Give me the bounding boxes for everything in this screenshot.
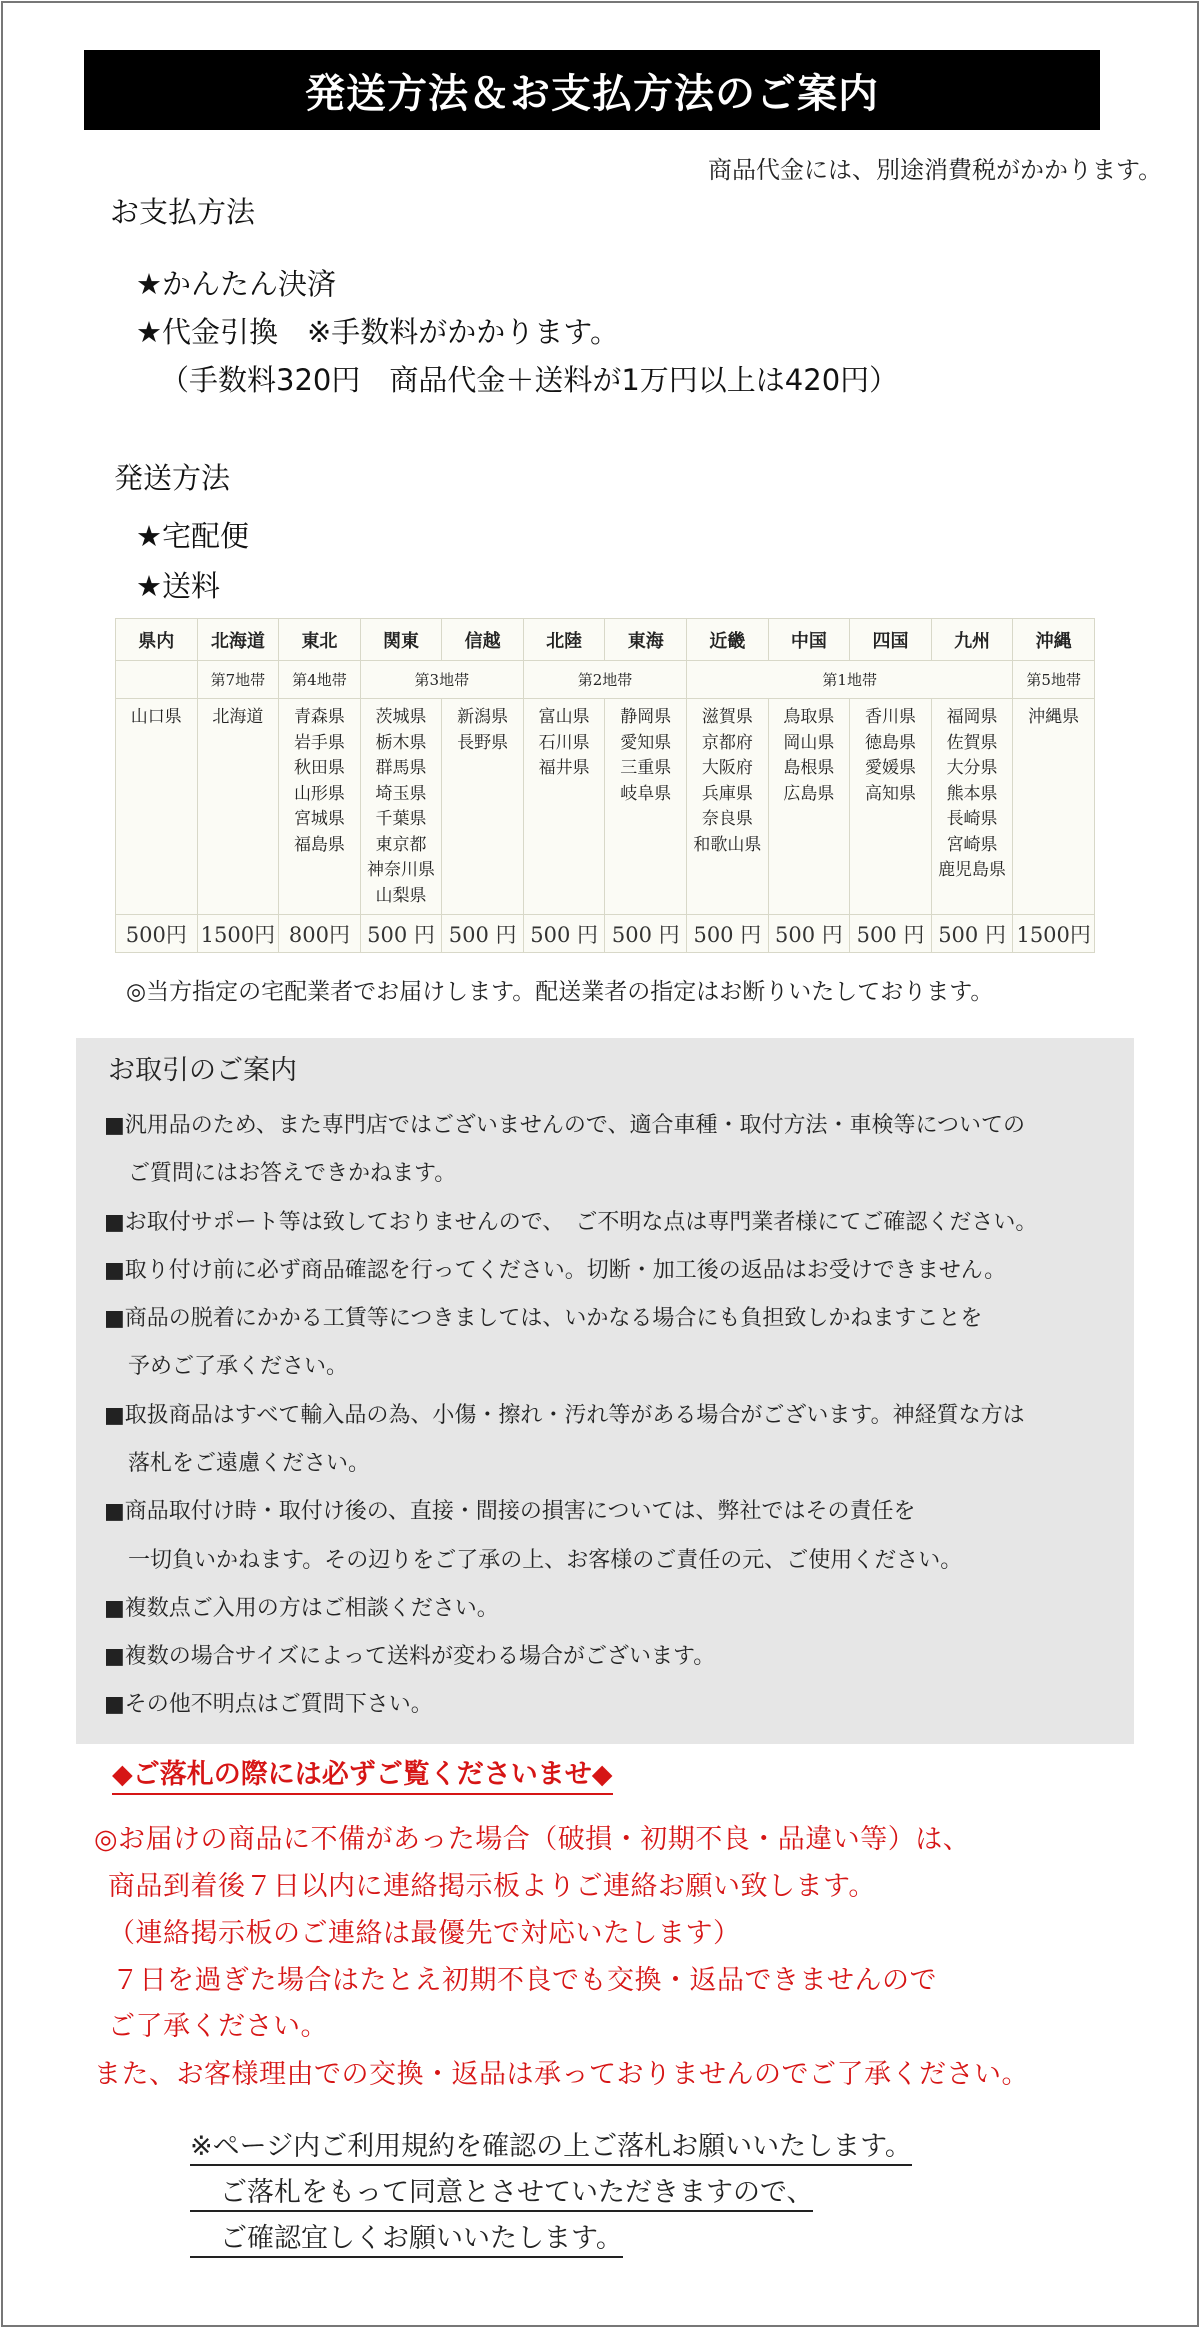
page-title: 発送方法＆お支払方法のご案内 (84, 50, 1100, 130)
transaction-line: 一切負いかねます。その辺りをご了承の上、お客様のご責任の元、ご使用ください。 (128, 1548, 963, 1573)
transaction-line: ■お取付サポート等は致しておりませんので、 ご不明な点は専門業者様にてご確認ください。 (104, 1210, 1038, 1235)
prefecture: 高知県 (864, 783, 916, 804)
prefecture: 福島県 (293, 834, 345, 855)
payment-heading: お支払方法 (110, 195, 256, 229)
price-cell: 800円 (279, 915, 361, 953)
prefecture: 埼玉県 (375, 783, 427, 804)
transaction-line: ■複数の場合サイズによって送料が変わる場合がございます。 (104, 1644, 716, 1669)
transaction-line: ■取り付け前に必ず商品確認を行ってください。切断・加工後の返品はお受けできません。 (104, 1258, 1007, 1283)
zone-cell (116, 661, 198, 699)
delivery-note: ◎当方指定の宅配業者でお届けします。配送業者の指定はお断りいたしております。 (126, 979, 994, 1005)
price-cell: 500 円 (360, 915, 442, 953)
price-cell: 1500円 (197, 915, 279, 953)
notice-line: ◎お届けの商品に不備があった場合（破損・初期不良・品違い等）は、 (94, 1824, 971, 1855)
shipping-line: ★送料 (136, 569, 220, 603)
transaction-line: ■複数点ご入用の方はご相談ください。 (104, 1596, 499, 1621)
notice-line: 商品到着後７日以内に連絡掲示板よりご連絡お願い致します。 (108, 1871, 876, 1902)
transaction-line: ご質問にはお答えできかねます。 (128, 1161, 457, 1186)
prefecture: 神奈川県 (367, 860, 436, 880)
prefecture: 京都府 (701, 732, 753, 753)
prefecture-cell (931, 699, 1013, 915)
price-cell: 500 円 (442, 915, 524, 953)
agreement-line: ご確認宜しくお願いいたします。 (190, 2216, 623, 2258)
price-row (116, 915, 1095, 953)
agreement-line: ※ページ内ご利用規約を確認の上ご落札お願いいたします。 (190, 2124, 912, 2166)
prefecture: 山口県 (130, 707, 182, 727)
prefecture: 鳥取県 (783, 707, 835, 727)
region-cell: 信越 (442, 619, 524, 661)
region-cell: 関東 (360, 619, 442, 661)
region-cell: 北海道 (197, 619, 279, 661)
price-cell: 500 円 (523, 915, 605, 953)
zone-cell: 第7地帯 (197, 661, 279, 699)
region-cell: 東海 (605, 619, 687, 661)
agreement-line: ご落札をもって同意とさせていただきますので、 (190, 2170, 813, 2212)
prefecture-cell (279, 699, 361, 915)
transaction-heading: お取引のご案内 (108, 1055, 297, 1086)
prefecture: 茨城県 (375, 707, 427, 727)
prefecture: 宮城県 (293, 809, 345, 829)
price-cell: 1500円 (1013, 915, 1095, 953)
price-cell: 500 円 (605, 915, 687, 953)
prefecture: 長崎県 (946, 809, 998, 829)
prefecture: 福岡県 (946, 707, 998, 727)
prefecture: 大分県 (946, 758, 998, 778)
prefecture: 滋賀県 (701, 707, 753, 727)
prefecture: 東京都 (375, 834, 427, 855)
price-cell: 500 円 (768, 915, 850, 953)
notice-line: ７日を過ぎた場合はたとえ初期不良でも交換・返品できませんので (112, 1965, 937, 1996)
prefecture: 香川県 (864, 707, 916, 727)
prefecture: 栃木県 (375, 732, 427, 753)
transaction-line: ■商品の脱着にかかる工賃等につきましては、いかなる場合にも負担致しかねますことを (104, 1306, 983, 1331)
region-cell: 沖縄 (1013, 619, 1095, 661)
shipping-rate-table (115, 618, 1095, 953)
zone-cell: 第1地帯 (687, 661, 1013, 699)
price-cell: 500 円 (931, 915, 1013, 953)
prefecture: 千葉県 (375, 809, 427, 829)
zone-cell: 第2地帯 (523, 661, 686, 699)
prefecture-cell (687, 699, 769, 915)
prefecture: 熊本県 (946, 783, 998, 804)
region-cell: 四国 (850, 619, 932, 661)
notice-line: また、お客様理由での交換・返品は承っておりませんのでご了承ください。 (94, 2059, 1029, 2090)
notice-line: （連絡掲示板のご連絡は最優先で対応いたします） (108, 1918, 741, 1949)
region-cell: 県内 (116, 619, 198, 661)
prefecture: 奈良県 (701, 809, 753, 829)
prefecture: 新潟県 (457, 707, 509, 727)
prefecture: 宮崎県 (946, 834, 998, 855)
transaction-line: ■取扱商品はすべて輸入品の為、小傷・擦れ・汚れ等がある場合がございます。神経質な方は (104, 1403, 1025, 1428)
prefecture: 三重県 (620, 758, 672, 778)
tax-note: 商品代金には、別途消費税がかかります。 (708, 156, 1163, 184)
payment-line: （手数料320円 商品代金＋送料が1万円以上は420円） (160, 363, 899, 397)
prefecture: 愛知県 (620, 732, 672, 753)
prefecture: 山形県 (293, 783, 345, 804)
prefecture: 岡山県 (783, 732, 835, 753)
prefecture: 長野県 (457, 732, 509, 753)
prefecture-row (116, 699, 1095, 915)
prefecture-cell (768, 699, 850, 915)
payment-line: ★代金引換 ※手数料がかかります。 (136, 315, 619, 349)
prefecture: 島根県 (783, 758, 835, 778)
prefecture: 秋田県 (293, 758, 345, 778)
region-cell: 東北 (279, 619, 361, 661)
prefecture: 愛媛県 (864, 758, 916, 778)
prefecture: 岐阜県 (620, 783, 672, 804)
prefecture-cell (197, 699, 279, 915)
transaction-line: 予めご了承ください。 (128, 1354, 349, 1379)
shipping-heading: 発送方法 (114, 461, 231, 495)
transaction-line: ■その他不明点はご質問下さい。 (104, 1692, 433, 1717)
payment-line: ★かんたん決済 (136, 267, 336, 301)
prefecture-cell (116, 699, 198, 915)
prefecture: 北海道 (212, 707, 264, 727)
zone-cell: 第3地帯 (360, 661, 523, 699)
prefecture: 岩手県 (293, 732, 345, 753)
price-cell: 500 円 (687, 915, 769, 953)
prefecture-cell (1013, 699, 1095, 915)
transaction-line: 落札をご遠慮ください。 (128, 1451, 371, 1476)
prefecture: 石川県 (538, 732, 590, 753)
prefecture-cell (442, 699, 524, 915)
transaction-line: ■商品取付け時・取付け後の、直接・間接の損害については、弊社ではその責任を (104, 1499, 916, 1524)
price-cell: 500円 (116, 915, 198, 953)
region-cell: 九州 (931, 619, 1013, 661)
prefecture: 沖縄県 (1028, 707, 1080, 727)
region-row (116, 619, 1095, 661)
prefecture-cell (523, 699, 605, 915)
zone-row (116, 661, 1095, 699)
prefecture: 富山県 (538, 707, 590, 727)
prefecture: 福井県 (538, 758, 590, 778)
prefecture: 佐賀県 (946, 732, 998, 753)
region-cell: 中国 (768, 619, 850, 661)
prefecture: 群馬県 (375, 758, 427, 778)
prefecture-cell (605, 699, 687, 915)
transaction-line: ■汎用品のため、また専門店ではございませんので、適合車種・取付方法・車検等についての (104, 1113, 1026, 1138)
notice-line: ご了承ください。 (108, 2011, 328, 2042)
prefecture: 広島県 (783, 783, 835, 804)
prefecture: 和歌山県 (693, 834, 762, 855)
shipping-line: ★宅配便 (136, 519, 249, 553)
prefecture: 青森県 (293, 707, 345, 727)
prefecture: 静岡県 (620, 707, 672, 727)
zone-cell: 第4地帯 (279, 661, 361, 699)
prefecture-cell (360, 699, 442, 915)
region-cell: 近畿 (687, 619, 769, 661)
prefecture: 山梨県 (375, 885, 427, 906)
prefecture: 徳島県 (864, 732, 916, 753)
notice-heading: ◆ご落札の際には必ずご覧くださいませ◆ (112, 1752, 613, 1795)
zone-cell: 第5地帯 (1013, 661, 1095, 699)
region-cell: 北陸 (523, 619, 605, 661)
prefecture: 兵庫県 (701, 783, 753, 804)
price-cell: 500 円 (850, 915, 932, 953)
prefecture: 鹿児島県 (938, 860, 1007, 880)
prefecture-cell (850, 699, 932, 915)
prefecture: 大阪府 (701, 758, 753, 778)
